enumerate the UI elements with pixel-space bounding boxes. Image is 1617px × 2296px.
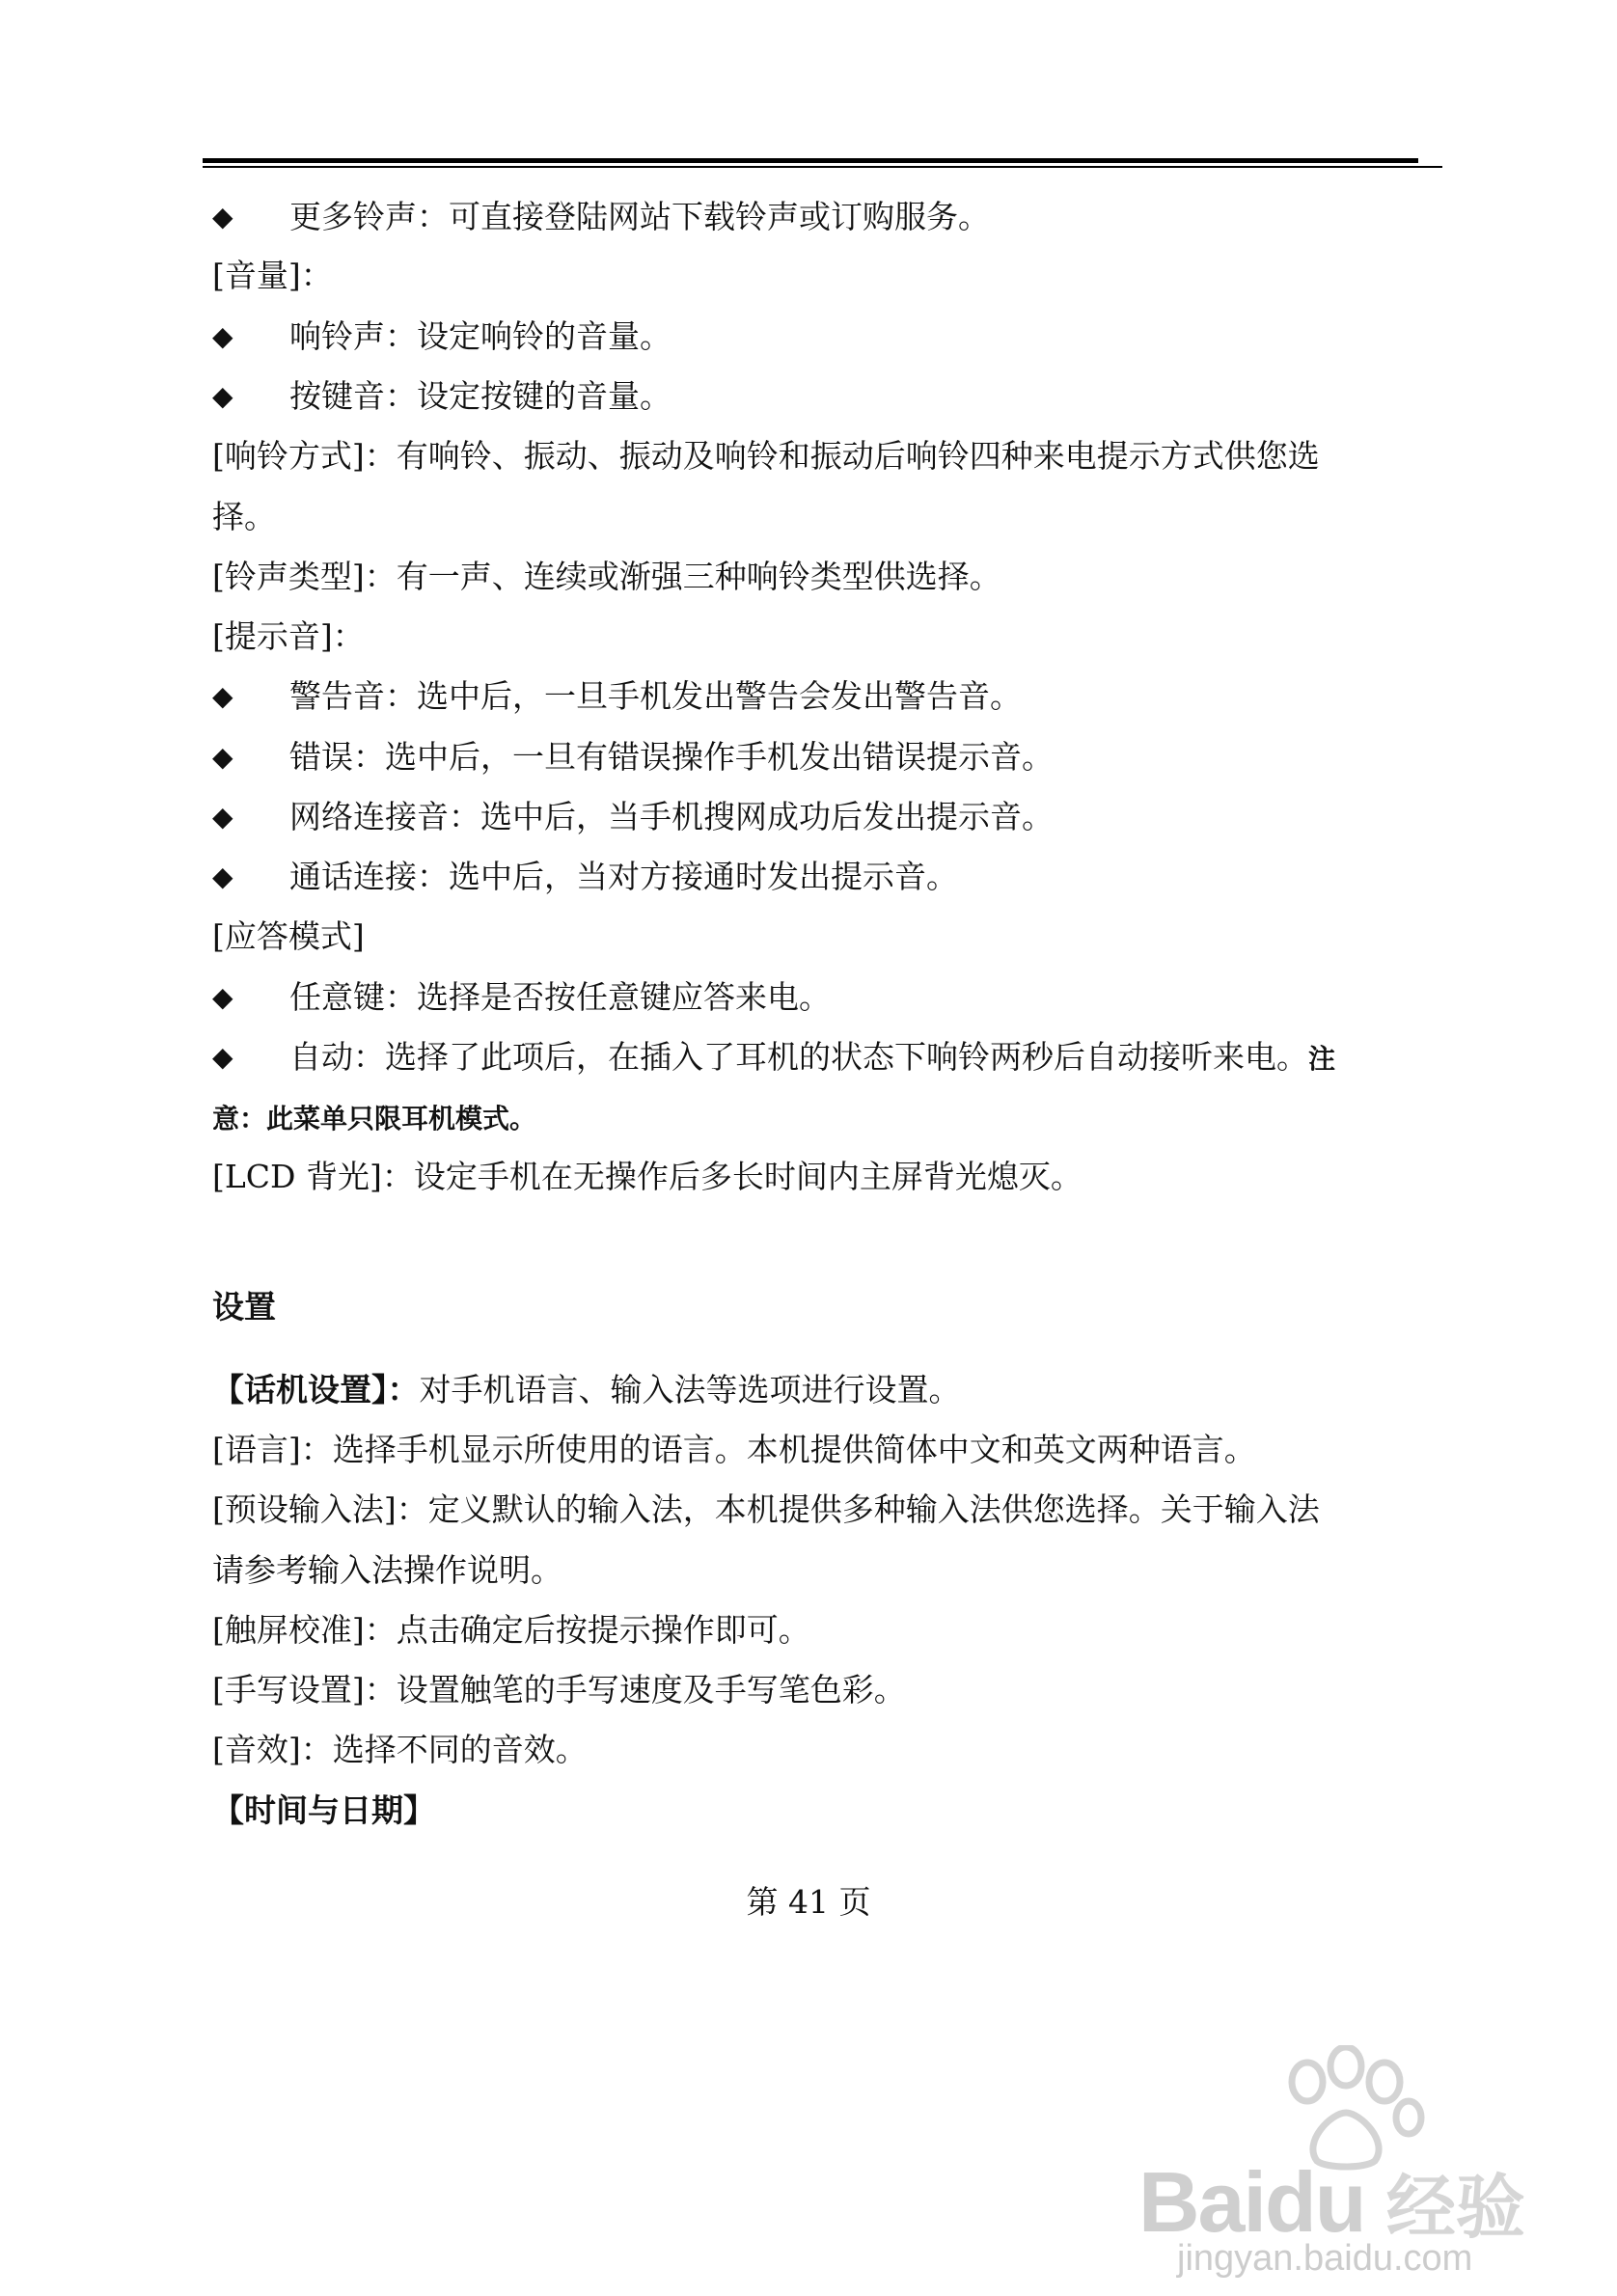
section-ring-type: [铃声类型]：有一声、连续或渐强三种响铃类型供选择。 <box>212 558 1001 595</box>
page-number: 第 41 页 <box>746 1883 871 1921</box>
baidu-watermark <box>1138 2045 1553 2279</box>
diamond-bullet-icon: ◆ <box>212 981 233 1013</box>
diamond-bullet-icon: ◆ <box>212 320 233 352</box>
section-sound-effect: [音效]：选择不同的音效。 <box>212 1731 588 1768</box>
header-rule-thin <box>203 166 1442 168</box>
diamond-bullet-icon: ◆ <box>212 201 233 232</box>
diamond-bullet-icon: ◆ <box>212 801 233 833</box>
note-start: 注 <box>1308 1043 1336 1075</box>
section-handwriting: [手写设置]：设置触笔的手写速度及手写笔色彩。 <box>212 1671 906 1708</box>
section-lcd-backlight: [LCD 背光]：设定手机在无操作后多长时间内主屏背光熄灭。 <box>212 1158 1083 1195</box>
note-headset-only: 意：此菜单只限耳机模式。 <box>212 1103 537 1134</box>
section-answer-mode: [应答模式] <box>212 917 365 955</box>
section-input-method-cont: 请参考输入法操作说明。 <box>212 1551 562 1589</box>
heading-time-date: 【时间与日期】 <box>212 1791 435 1829</box>
diamond-bullet-icon: ◆ <box>212 680 233 712</box>
section-language: [语言]：选择手机显示所使用的语言。本机提供简体中文和英文两种语言。 <box>212 1431 1256 1468</box>
heading-settings: 设置 <box>212 1288 276 1326</box>
section-alert-tone: [提示音]： <box>212 617 365 655</box>
diamond-bullet-icon: ◆ <box>212 1041 233 1073</box>
watermark-url: jingyan.baidu.com <box>1177 2238 1473 2279</box>
section-ring-mode: [响铃方式]：有响铃、振动、振动及响铃和振动后响铃四种来电提示方式供您选 <box>212 437 1320 475</box>
diamond-bullet-icon: ◆ <box>212 861 233 892</box>
diamond-bullet-icon: ◆ <box>212 741 233 773</box>
section-phone-settings: 【话机设置】：对手机语言、输入法等选项进行设置。 <box>212 1371 961 1408</box>
section-touch-calibration: [触屏校准]：点击确定后按提示操作即可。 <box>212 1611 810 1649</box>
section-input-method: [预设输入法]：定义默认的输入法，本机提供多种输入法供您选择。关于输入法 <box>212 1490 1320 1528</box>
header-rule-thick <box>203 158 1418 163</box>
section-ring-mode-cont: 择。 <box>212 498 276 535</box>
diamond-bullet-icon: ◆ <box>212 380 233 412</box>
section-volume: [音量]： <box>212 257 333 294</box>
watermark-brand: Baidu 经验 <box>1138 2154 1525 2250</box>
